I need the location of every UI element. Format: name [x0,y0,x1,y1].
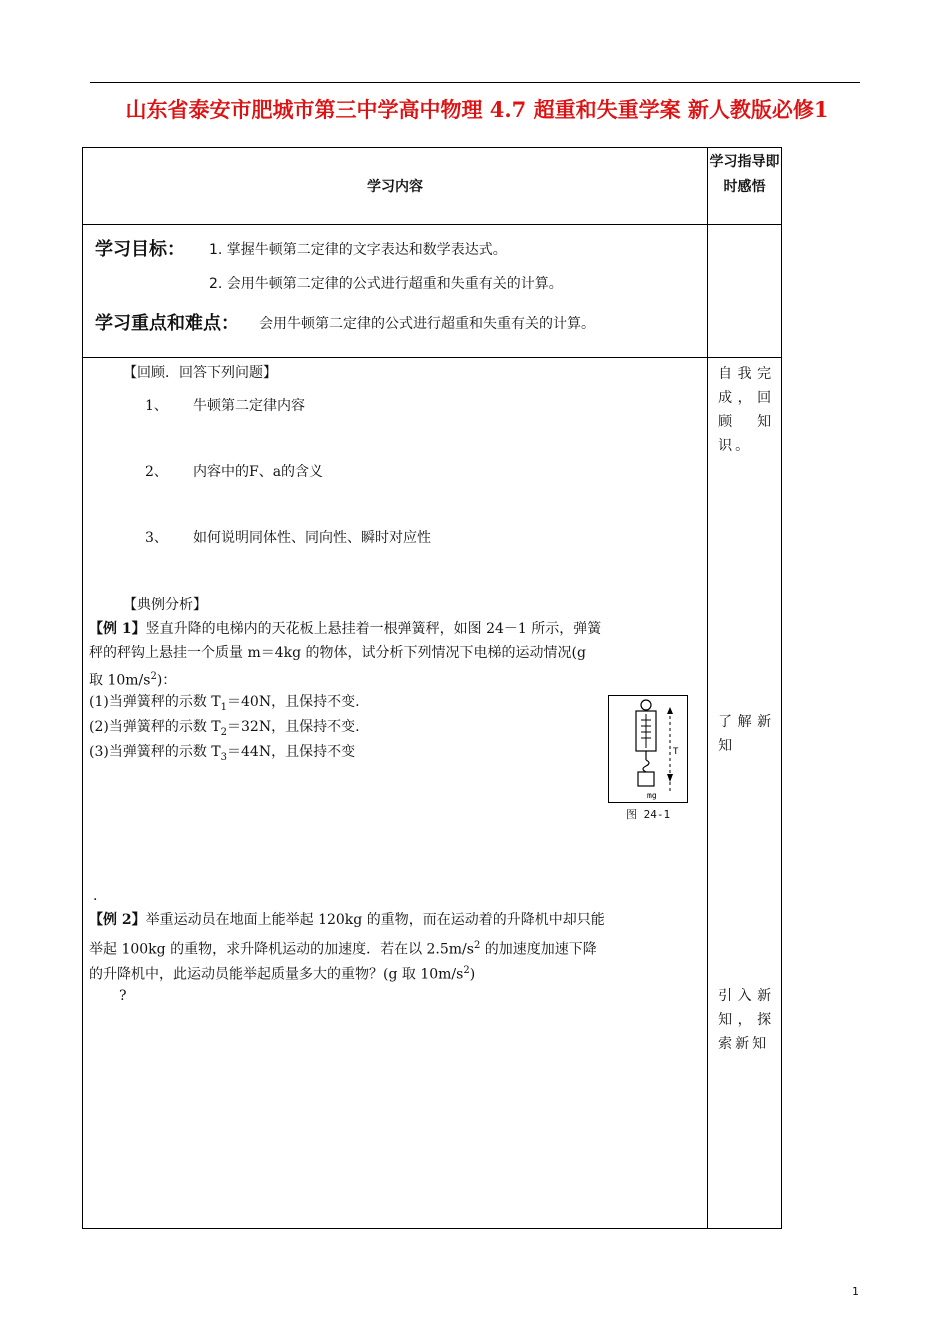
document-title: 山东省泰安市肥城市第三中学高中物理 4.7 超重和失重学案 新人教版必修1 [125,97,829,122]
tension-label: T [673,747,679,757]
examples-heading: 【典例分析】 [123,597,207,613]
review-q2-num: 2、 [145,464,168,480]
review-q3-num: 3、 [145,530,168,546]
key-points-label: 学习重点和难点： [95,313,239,334]
page-number: 1 [852,1285,859,1298]
side-note-1: 自我完成，回顾知识。 [718,366,775,454]
review-heading: 【回顾．回答下列问题】 [123,365,277,381]
example1-line3: 取 $10m/s^2$)： [89,671,177,689]
example1-case1: (1)当弹簧秤的示数 $T_1=40N$，且保持不变. [89,694,360,713]
header-rule [90,82,860,83]
question-mark: ? [119,988,127,1004]
review-q3: 如何说明同体性、同向性、瞬时对应性 [193,530,431,546]
objective-1: 1. 掌握牛顿第二定律的文字表达和数学表达式。 [209,242,507,258]
objectives-cell [83,225,708,358]
separator-dot: . [93,888,98,904]
review-q1-num: 1、 [145,398,168,414]
example2-line3: 的升降机中，此运动员能举起质量多大的重物？(g 取 $10m/s^2$) [89,965,476,983]
example1-line2: 秤的秤钩上悬挂一个质量 m＝4kg 的物体，试分析下列情况下电梯的运动情况(g [89,645,586,661]
side-note-3: 引入新知，探索新知 [718,988,775,1052]
figure-caption: 图 24-1 [626,808,671,821]
example1-case2: (2)当弹簧秤的示数 $T_2=32N$，且保持不变. [89,719,360,738]
example2-line2: 举起 100kg 的重物，求升降机运动的加速度．若在以 $2.5m/s^2$ 的加速度加速下降 [89,940,597,958]
weight-label: mg [647,791,657,800]
guidance-column [708,358,782,1229]
header-guidance: 学习指导即时感悟 [708,148,782,225]
spring-scale-figure [608,695,688,803]
key-points-text: 会用牛顿第二定律的公式进行超重和失重有关的计算。 [259,316,595,332]
objectives-side [708,225,782,358]
example1-case3: (3)当弹簧秤的示数 $T_3=44N$，且保持不变 [89,744,356,763]
example2-line1: 【例 2】举重运动员在地面上能举起 120kg 的重物，而在运动着的升降机中却只能 [89,912,605,928]
example1-line1: 【例 1】竖直升降的电梯内的天花板上悬挂着一根弹簧秤，如图 24－1 所示，弹簧 [89,621,602,637]
review-q1: 牛顿第二定律内容 [193,398,305,414]
objectives-label: 学习目标： [95,239,185,260]
spring-scale-diagram [609,696,687,802]
header-content: 学习内容 [83,148,708,225]
review-q2: 内容中的F、a的含义 [193,464,324,480]
side-note-2: 了解新知 [718,714,775,754]
objective-2: 2. 会用牛顿第二定律的公式进行超重和失重有关的计算。 [209,276,563,292]
lesson-table [82,147,782,1229]
main-content-cell [83,358,708,1229]
